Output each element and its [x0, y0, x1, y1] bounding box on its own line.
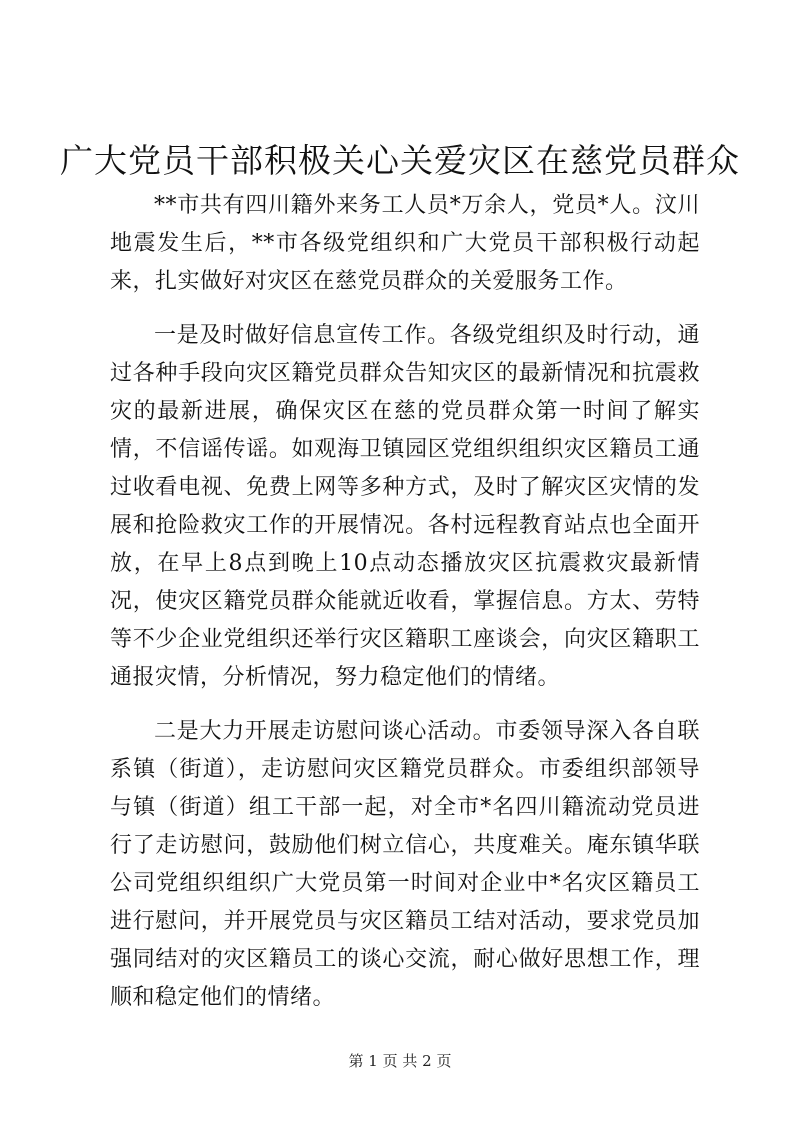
paragraph-intro: **市共有四川籍外来务工人员*万余人，党员*人。汶川地震发生后，**市各级党组织和广大党员干部积极行动起来，扎实做好对灾区在慈党员群众的关爱服务工作。 [110, 193, 700, 294]
page-number-footer: 第 1 页 共 2 页 [348, 1052, 452, 1070]
document-body [110, 187, 700, 1033]
paragraph-visits: 二是大力开展走访慰问谈心活动。市委领导深入各自联系镇（街道），走访慰问灾区籍党员群众。市委组织部领导与镇（街道）组工干部一起，对全市*名四川籍流动党员进行了走访慰问，鼓励他们树立信心，共度难关。庵东镇华联公司党组织组织广大党员第一时间对企业中*名灾区籍员工进行慰问，并开展党员与灾区籍员工结对活动，要求党员加强同结对的灾区籍员工的谈心交流，耐心做好思想工作，理顺和稳定他们的情绪。 [110, 719, 700, 1010]
document-title: 广大党员干部积极关心关爱灾区在慈党员群众 [60, 141, 740, 180]
paragraph-info-publicity: 一是及时做好信息宣传工作。各级党组织及时行动，通过各种手段向灾区籍党员群众告知灾区的最新情况和抗震救灾的最新进展，确保灾区在慈的党员群众第一时间了解实情，不信谣传谣。如观海卫镇园区党组织组织灾区籍员工通过收看电视、免费上网等多种方式，及时了解灾区灾情的发展和抢险救灾工作的开展情况。各村远程教育站点也全面开放，在早上8点到晚上10点动态播放灾区抗震救灾最新情况，使灾区籍党员群众能就近收看，掌握信息。方太、劳特等不少企业党组织还举行灾区籍职工座谈会，向灾区籍职工通报灾情，分析情况，努力稳定他们的情绪。 [110, 323, 700, 690]
